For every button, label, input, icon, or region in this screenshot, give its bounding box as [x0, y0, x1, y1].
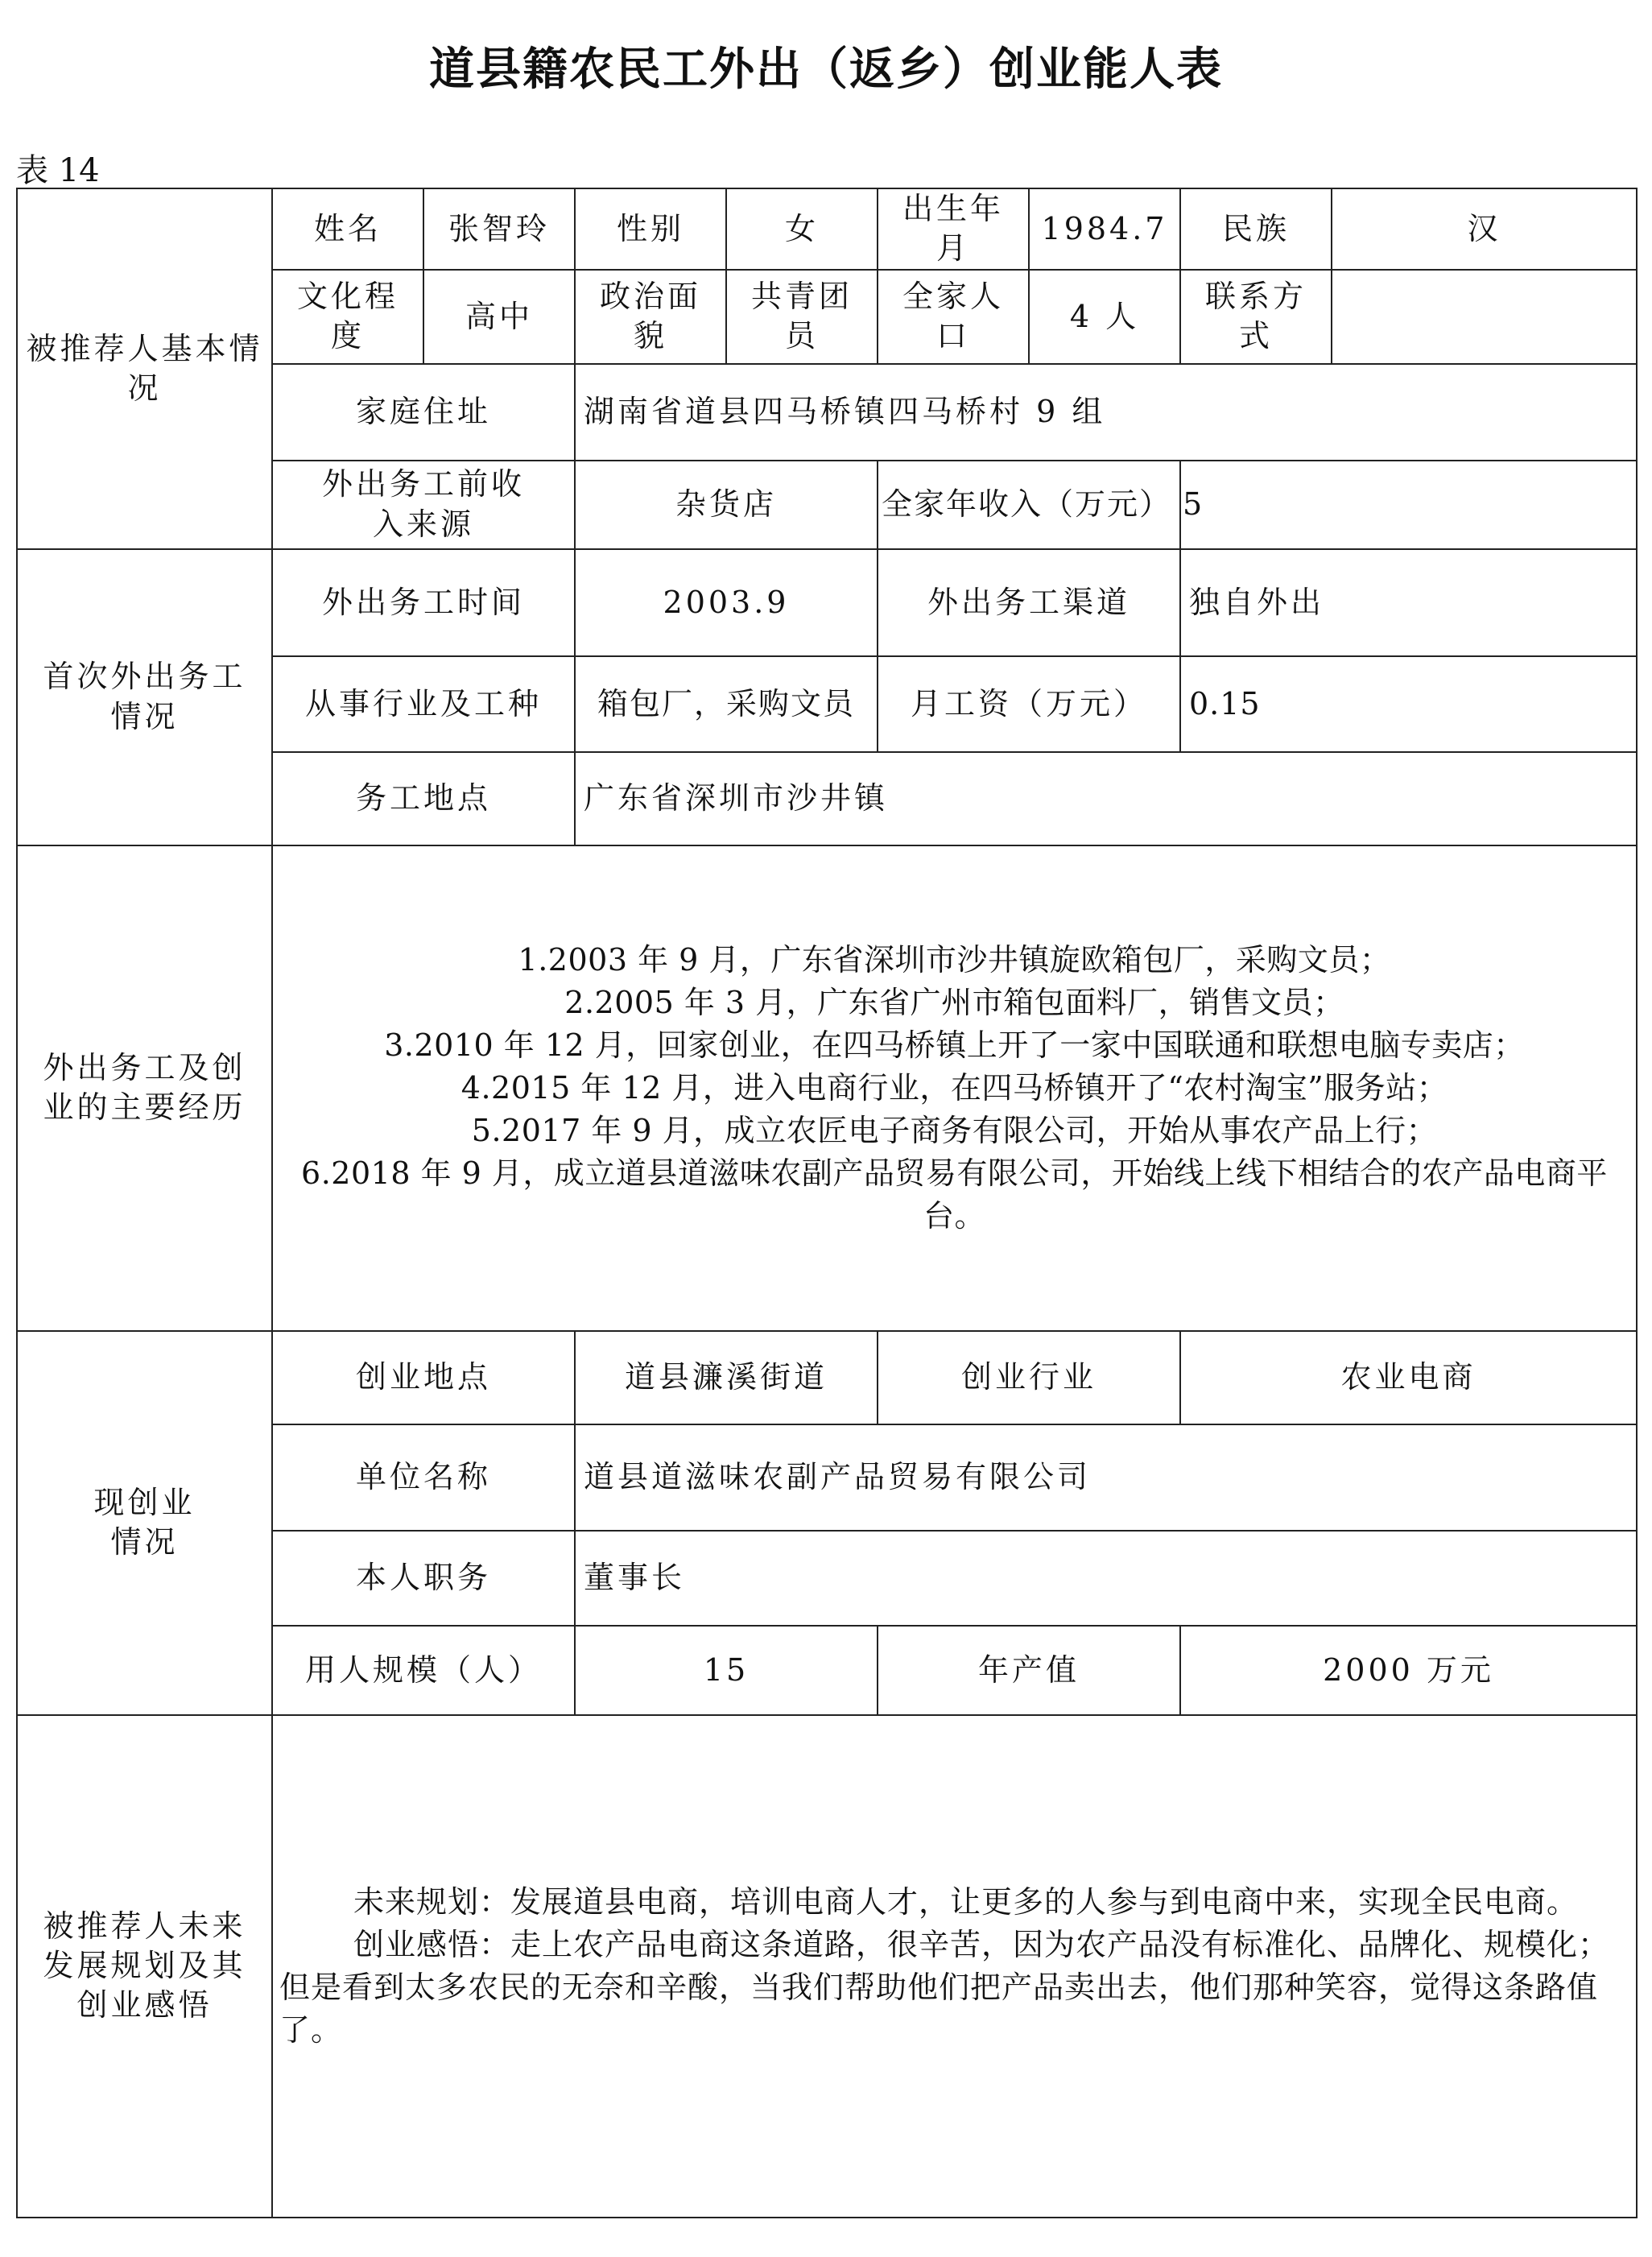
work-place-value: 广东省深圳市沙井镇 — [575, 752, 1637, 845]
annual-income-label: 全家年收入（万元） — [878, 461, 1180, 549]
gender-value: 女 — [726, 188, 878, 270]
salary-label: 月工资（万元） — [878, 656, 1180, 752]
experience-list — [272, 845, 1637, 1331]
birth-label: 出生年月 — [878, 188, 1029, 270]
section-basic-label: 被推荐人基本情况 — [17, 188, 272, 549]
work-channel-label: 外出务工渠道 — [878, 549, 1180, 656]
work-time-value: 2003.9 — [575, 549, 878, 656]
output-value: 2000 万元 — [1180, 1626, 1637, 1715]
birth-value: 1984.7 — [1029, 188, 1180, 270]
employees-value: 15 — [575, 1626, 878, 1715]
political-label: 政治面貌 — [575, 270, 726, 364]
family-size-value: 4 人 — [1029, 270, 1180, 364]
family-size-label: 全家人口 — [878, 270, 1029, 364]
table-row — [17, 188, 1637, 270]
contact-label: 联系方式 — [1180, 270, 1332, 364]
salary-value: 0.15 — [1180, 656, 1637, 752]
company-label: 单位名称 — [272, 1424, 575, 1531]
work-channel-value: 独自外出 — [1180, 549, 1637, 656]
ethnicity-value: 汉 — [1332, 188, 1637, 270]
section-future-label: 被推荐人未来发展规划及其创业感悟 — [17, 1715, 272, 2218]
company-value: 道县道滋味农副产品贸易有限公司 — [575, 1424, 1637, 1531]
list-item: 3.2010 年 12 月，回家创业，在四马桥镇上开了一家中国联通和联想电脑专卖店； — [384, 1027, 1525, 1063]
entrepreneur-form-table — [16, 188, 1638, 2218]
address-value: 湖南省道县四马桥镇四马桥村 9 组 — [575, 364, 1637, 461]
business-industry-value: 农业电商 — [1180, 1331, 1637, 1424]
section-current-label: 现创业情况 — [17, 1331, 272, 1715]
table-row — [17, 1715, 1637, 2218]
industry-value: 箱包厂，采购文员 — [575, 656, 878, 752]
name-value: 张智玲 — [423, 188, 575, 270]
list-item: 5.2017 年 9 月，成立农匠电子商务有限公司，开始从事农产品上行； — [471, 1112, 1438, 1148]
future-insight-text: 创业感悟：走上农产品电商这条道路，很辛苦，因为农产品没有标准化、品牌化、规模化；但是看到太多农民的无奈和辛酸，当我们帮助他们把产品卖出去，他们那种笑容，觉得这条路值了。 — [279, 1926, 1610, 2048]
ethnicity-label: 民族 — [1180, 188, 1332, 270]
table-row — [17, 1331, 1637, 1424]
employees-label: 用人规模（人） — [272, 1626, 575, 1715]
business-location-label: 创业地点 — [272, 1331, 575, 1424]
output-label: 年产值 — [878, 1626, 1180, 1715]
list-item: 4.2015 年 12 月，进入电商行业，在四马桥镇开了“农村淘宝”服务站； — [460, 1069, 1448, 1106]
future-content — [272, 1715, 1637, 2218]
list-item: 1.2003 年 9 月，广东省深圳市沙井镇旋欧箱包厂，采购文员； — [518, 941, 1391, 978]
business-location-value: 道县濂溪街道 — [575, 1331, 878, 1424]
industry-label: 从事行业及工种 — [272, 656, 575, 752]
income-source-label: 外出务工前收入来源 — [272, 461, 575, 549]
political-value: 共青团员 — [726, 270, 878, 364]
position-label: 本人职务 — [272, 1531, 575, 1626]
business-industry-label: 创业行业 — [878, 1331, 1180, 1424]
address-label: 家庭住址 — [272, 364, 575, 461]
list-item: 6.2018 年 9 月，成立道县道滋味农副产品贸易有限公司，开始线上线下相结合的农产品电商平台。 — [301, 1155, 1608, 1234]
work-time-label: 外出务工时间 — [272, 549, 575, 656]
income-source-value: 杂货店 — [575, 461, 878, 549]
table-number: 表 14 — [16, 152, 100, 189]
contact-value — [1332, 270, 1637, 364]
future-plan-text: 未来规划：发展道县电商，培训电商人才，让更多的人参与到电商中来，实现全民电商。 — [353, 1883, 1579, 1920]
annual-income-value: 5 — [1180, 461, 1637, 549]
table-row — [17, 549, 1637, 656]
education-label: 文化程度 — [272, 270, 423, 364]
list-item: 2.2005 年 3 月，广东省广州市箱包面料厂，销售文员； — [564, 984, 1344, 1020]
education-value: 高中 — [423, 270, 575, 364]
section-first-job-label: 首次外出务工情况 — [17, 549, 272, 845]
section-experience-label: 外出务工及创业的主要经历 — [17, 845, 272, 1331]
name-label: 姓名 — [272, 188, 423, 270]
page-title: 道县籍农民工外出（返乡）创业能人表 — [429, 43, 1223, 96]
work-place-label: 务工地点 — [272, 752, 575, 845]
gender-label: 性别 — [575, 188, 726, 270]
position-value: 董事长 — [575, 1531, 1637, 1626]
table-row — [17, 845, 1637, 1331]
